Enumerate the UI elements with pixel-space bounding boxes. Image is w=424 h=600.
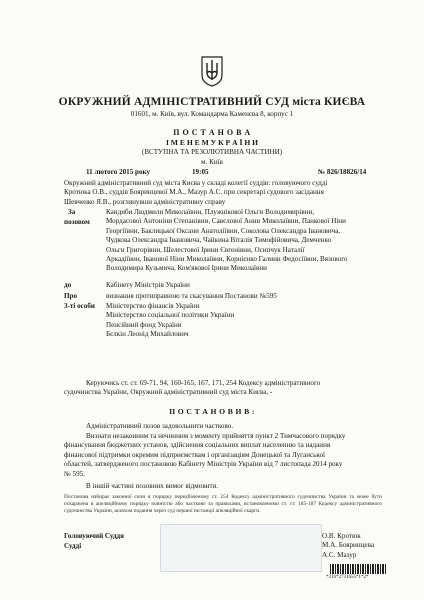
guided-line: судочинства України, Окружний адміністративний суд міста Києва, - bbox=[64, 388, 273, 397]
decision-line: Визнати незаконним та нечинним з моменту прийняття пункт 2 Тимчасового порядку bbox=[86, 432, 346, 440]
plaintiff-line: Володимира Кузьмича, Ком'якової Ірини Миколаївни bbox=[106, 264, 267, 273]
subject-text: визнання протиправною та скасування Постанови №595 bbox=[106, 292, 277, 300]
intro-line: Окружний адміністративний суд міста Києва у складі колегії суддів: головуючого судді bbox=[64, 179, 328, 187]
decision-point-1: Адміністративний позов задовольнити частково. bbox=[86, 422, 234, 430]
judge-signatures bbox=[322, 532, 374, 560]
third-party-line: Міністерство соціальної політики України bbox=[106, 311, 235, 320]
decision-line: областей, затвердженого постановою Кабінету Міністрів України від 7 листопада 2014 року bbox=[64, 460, 343, 469]
plaintiff-line: Кандиби Людмили Миколаївни, Плужнікової Ольги Володимирівни, bbox=[106, 208, 315, 216]
document-parts: (ВСТУПНА ТА РЕЗОЛЮТИВНА ЧАСТИНИ) bbox=[141, 148, 283, 156]
in-the-name-of-ukraine: І М Е Н Е М У К Р А Ї Н И bbox=[165, 138, 259, 147]
intro-paragraph bbox=[64, 179, 328, 207]
third-parties-list bbox=[106, 302, 234, 340]
plaintiffs-list bbox=[106, 208, 347, 274]
city: м. Київ bbox=[201, 158, 223, 166]
court-address: 01601, м. Київ, вул. Командарма Каменєва 8, корпус 1 bbox=[130, 110, 294, 118]
plaintiff-label: За bbox=[68, 208, 76, 216]
judge-name: О.В. Кротюк bbox=[322, 532, 361, 540]
plaintiff-line: Чудкова Олександра Івановича, Чайкина Віталія Тимофійовича, Демченко bbox=[106, 236, 332, 245]
judge-name: А.С. Мазур bbox=[322, 550, 357, 559]
barcode-text: *316*2731655*1*2* bbox=[326, 575, 369, 580]
judge-name: М.А. Бояринцева bbox=[322, 541, 374, 550]
subject-label: Про bbox=[64, 292, 78, 300]
coat-of-arms-icon bbox=[200, 55, 224, 87]
document-type: П О С Т А Н О В А bbox=[173, 128, 251, 137]
defendant-label: до bbox=[64, 281, 72, 289]
decision-line: фінансової підтримки окремим підприємствам і організаціям Донецької та Луганської bbox=[64, 450, 325, 459]
presiding-judge-label: Головуючий Суддя bbox=[64, 532, 124, 540]
third-party-line: Бєлкін Леонід Михайлович bbox=[106, 330, 189, 339]
case-number: № 826/18826/14 bbox=[318, 168, 367, 176]
plaintiff-label-2: позовом bbox=[64, 218, 90, 226]
decision-time: 19:05 bbox=[192, 168, 209, 176]
decision-line: фінансування бюджетних установ, здійснення соціальних виплат населенню та надання bbox=[64, 441, 331, 450]
plaintiff-line: Мордасової Антоніни Степанівни, Савєлової Анни Миколаївни, Панкової Ніни bbox=[106, 217, 346, 226]
defendant-name: Кабінету Міністрів України bbox=[106, 281, 190, 289]
third-party-line: Пенсійний фонд України bbox=[106, 320, 182, 329]
court-name: ОКРУЖНИЙ АДМІНІСТРАТИВНИЙ СУД міста КИЄВА bbox=[58, 96, 366, 108]
intro-line: Шевченко Я.В., розглянувши адміністративну справу bbox=[64, 197, 226, 206]
court-stamp bbox=[160, 524, 322, 572]
decision-point-2 bbox=[64, 432, 345, 479]
appeal-footnote: Постанова набирає законної сили в порядку передбаченому ст. 254 Кодексу адміністративного судочинства України та може бути оскаржена в апеляційному порядку повністю або частково за правилами, встановленими ст. ст. 185-187 Кодексу адміністративного судочинства України, шляхом подання через суд першої інстанції апеляційної скарги. bbox=[64, 494, 382, 514]
plaintiff-line: Аркадіївни, Іванової Ніни Миколаївни, Корнієнко Галини Федосіївни, Вязового bbox=[106, 255, 348, 264]
decision-date: 11 лютого 2015 року bbox=[86, 168, 151, 176]
guided-line: Керуючись ст. ст. 69-71, 94, 160-165, 167, 171, 254 Кодексу адміністративного bbox=[86, 379, 321, 387]
barcode bbox=[330, 564, 386, 574]
guided-paragraph bbox=[64, 379, 321, 398]
third-party-line: Міністерство фінансів України bbox=[106, 302, 200, 310]
judges-label: Судді bbox=[64, 542, 82, 550]
decision-point-3: В іншій частині позовних вимог відмовити. bbox=[86, 482, 219, 490]
intro-line: Кротюка О.В., суддів Бояринцевої М.А., Мазур А.С. при секретарі судового засідання bbox=[64, 188, 324, 197]
decided-heading: П О С Т А Н О В И В : bbox=[169, 407, 255, 416]
third-parties-label: 3-ті особи bbox=[64, 302, 96, 310]
decision-line: № 595. bbox=[64, 469, 85, 478]
plaintiff-line: Георгіївни, Баклицької Оксани Анатоліївни, Соколова Олександра Івановича, bbox=[106, 226, 341, 235]
plaintiff-line: Ольги Григорівни, Шелестової Ірини Євгенівни, Осипчук Наталії bbox=[106, 245, 305, 254]
